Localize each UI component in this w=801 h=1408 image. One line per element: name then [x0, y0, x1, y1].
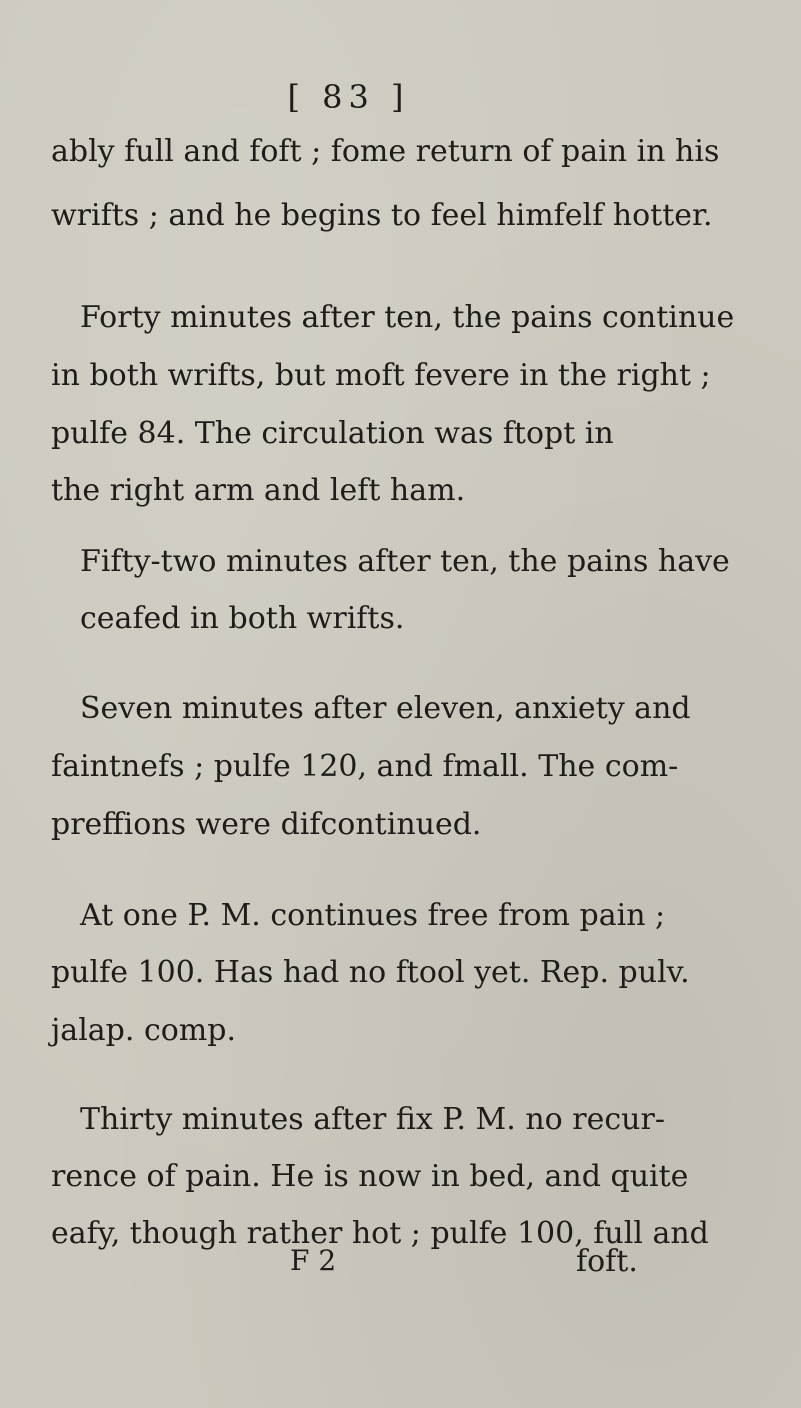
catchword: foft. [576, 1244, 638, 1279]
paragraph-first-line: Forty minutes after ten, the pains continue [80, 300, 735, 335]
signature-mark: F 2 [290, 1244, 337, 1277]
text-line: pulfe 84. The circulation was ftopt in [51, 416, 614, 451]
text-line: eafy, though rather hot ; pulfe 100, full and [51, 1216, 709, 1251]
paragraph-first-line: At one P. M. continues free from pain ; [80, 898, 666, 933]
text-line: the right arm and left ham. [51, 473, 466, 508]
paragraph-first-line: Fifty-two minutes after ten, the pains have [80, 544, 730, 579]
text-line: in both wrifts, but moft fevere in the right ; [51, 358, 711, 393]
text-line: rence of pain. He is now in bed, and quite [51, 1159, 689, 1194]
paragraph-first-line: Seven minutes after eleven, anxiety and [80, 691, 691, 726]
text-line: preffions were difcontinued. [51, 807, 482, 842]
text-line: ceafed in both wrifts. [80, 601, 405, 636]
text-line: pulfe 100. Has had no ftool yet. Rep. pulv. [51, 955, 690, 990]
text-line: jalap. comp. [51, 1013, 236, 1048]
text-line: faintnefs ; pulfe 120, and fmall. The com- [51, 749, 679, 784]
page-number-header: [ 83 ] [287, 78, 410, 116]
paragraph-first-line: Thirty minutes after fix P. M. no recur- [80, 1102, 665, 1137]
text-line: wrifts ; and he begins to feel himfelf hotter. [51, 198, 713, 233]
text-line: ably full and foft ; fome return of pain in his [51, 134, 720, 169]
